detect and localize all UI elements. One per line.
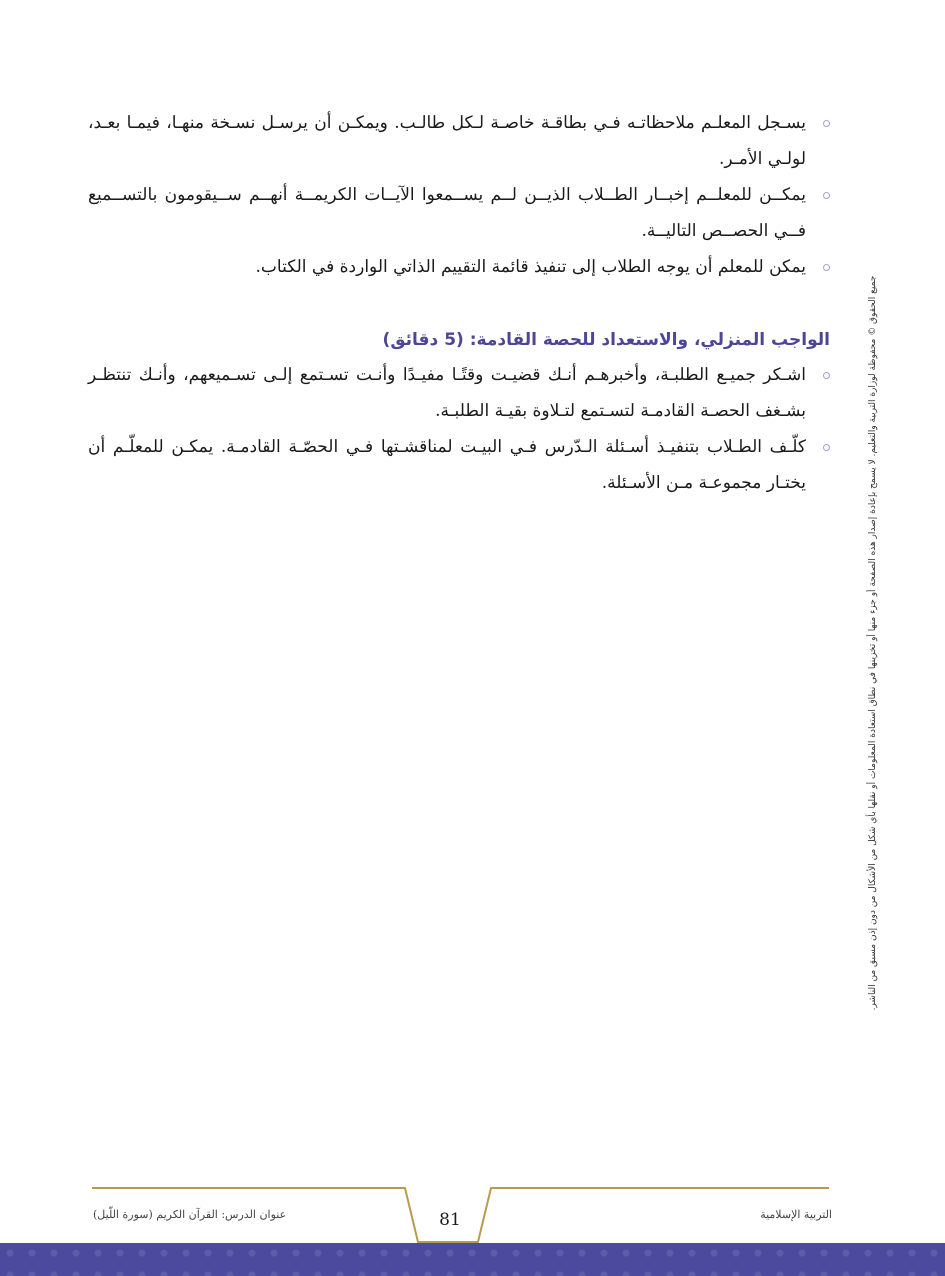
page-number: 81 [439,1210,461,1230]
section-heading: الواجب المنزلي، والاستعداد للحصة القادمة: (5 دقائق) [382,330,830,350]
copyright-text: جميع الحقوق © محفوظة لوزارة التربية والتعليم. لا يسمح بإعادة إصدار هذه الصفحة أو جزء منها أو تخزينها في نطاق استعادة المعلومات أو نقلها بأي شكل من الأشكال من دون إذن مسبق من الناشر. [868,275,878,1011]
copyright-side-note [865,275,881,1011]
bullet-icon [823,264,830,271]
footer-subject: التربية الإسلامية [760,1208,832,1221]
list-item-text: يمكن للمعلم أن يوجه الطلاب إلى تنفيذ قائمة التقييم الذاتي الواردة في الكتاب. [255,257,806,277]
list-item [88,249,830,285]
main-content [88,105,830,501]
bullet-icon [823,192,830,199]
bullet-icon [823,120,830,127]
list-item-text: يمكــن للمعلــم إخبــار الطــلاب الذيــن لــم يســمعوا الآيــات الكريمــة أنهــم ســيقومون بالتســميع فــي الحصــص التاليــة. [88,185,806,241]
list-item [88,105,830,177]
list-item-text: كلّـف الطـلاب بتنفيـذ أسـئلة الـدّرس فـي البيـت لمناقشـتها فـي الحصّـة القادمـة. يمكـن للمعلّـم أن يختـار مجموعـة مـن الأسـئلة. [88,437,806,493]
bullet-icon [823,372,830,379]
footer-lesson-title: عنوان الدرس: القرآن الكريم (سورة اللّيل) [93,1208,287,1221]
list-item [88,429,830,501]
list-item [88,357,830,429]
list-item [88,177,830,249]
bullet-icon [823,444,830,451]
list-item-text: اشـكر جميـع الطلبـة، وأخبرهـم أنـك قضيـت وقتًـا مفيـدًا وأنـت تسـتمع إلـى تسـميعهم، وأنـك تنتظـر بشـغف الحصـة القادمـة لتسـتمع لتـلاوة بقيـة الطلبـة. [88,365,806,421]
bullet-list-bottom [88,357,830,501]
bullet-list-top [88,105,830,285]
list-item-text: يسـجل المعلـم ملاحظاتـه فـي بطاقـة خاصـة لـكل طالـب. ويمكـن أن يرسـل نسـخة منهـا، فيمـا بعـد، لولـي الأمـر. [88,113,806,169]
bottom-decorative-band [0,1243,945,1276]
